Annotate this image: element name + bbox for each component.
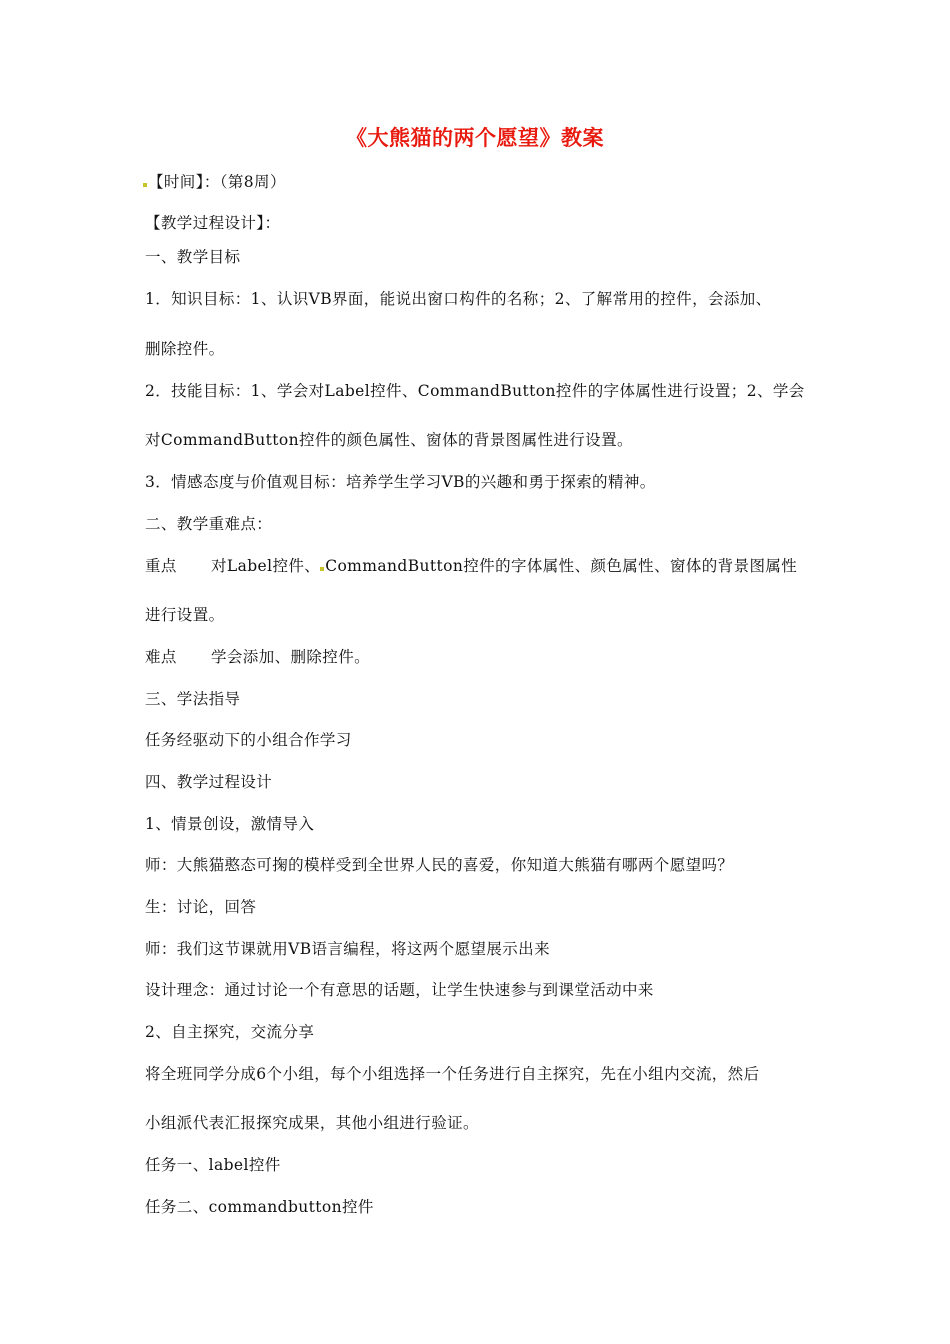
key-point-text-b: CommandButton控件的字体属性、颜色属性、窗体的背景图属性 xyxy=(325,557,798,575)
process-heading: 【教学过程设计】： xyxy=(145,214,281,232)
time-text: 【时间】：（第8周） xyxy=(148,173,286,191)
mark-dot xyxy=(320,567,324,571)
difficulty-text: 学会添加、删除控件。 xyxy=(211,648,371,666)
task-2-line: 任务二、commandbutton控件 xyxy=(145,1198,374,1216)
step-1-heading: 1、情景创设，激情导入 xyxy=(145,815,315,833)
mark-dot xyxy=(143,183,147,187)
difficulty-line xyxy=(145,647,370,667)
teacher-line-1: 师：大熊猫憨态可掬的模样受到全世界人民的喜爱，你知道大熊猫有哪两个愿望吗？ xyxy=(145,856,734,874)
task-1-line: 任务一、label控件 xyxy=(145,1156,281,1174)
goal-2-line-b: 对CommandButton控件的颜色属性、窗体的背景图属性进行设置。 xyxy=(145,431,633,449)
key-point-line xyxy=(145,556,797,576)
student-line-1: 生：讨论，回答 xyxy=(145,898,257,916)
design-concept-line: 设计理念：通过讨论一个有意思的话题，让学生快速参与到课堂活动中来 xyxy=(145,981,654,999)
goal-3-line: 3．情感态度与价值观目标：培养学生学习VB的兴趣和勇于探索的精神。 xyxy=(145,473,656,491)
section-heading-4: 四、教学过程设计 xyxy=(145,773,273,791)
goal-2-line-a: 2．技能目标：1、学会对Label控件、CommandButton控件的字体属性进行设置；2、学会 xyxy=(145,382,805,400)
group-line-a: 将全班同学分成6个小组，每个小组选择一个任务进行自主探究，先在小组内交流，然后 xyxy=(145,1065,760,1083)
method-line: 任务经驱动下的小组合作学习 xyxy=(145,731,352,749)
group-line-b: 小组派代表汇报探究成果，其他小组进行验证。 xyxy=(145,1114,479,1132)
key-point-label: 重点 xyxy=(145,557,177,575)
time-line xyxy=(143,172,286,192)
key-point-line-cont: 进行设置。 xyxy=(145,606,225,624)
document-title: 《大熊猫的两个愿望》教案 xyxy=(346,126,604,150)
section-heading-2: 二、教学重难点： xyxy=(145,515,273,533)
teacher-line-2: 师：我们这节课就用VB语言编程，将这两个愿望展示出来 xyxy=(145,940,550,958)
section-heading-3: 三、学法指导 xyxy=(145,690,241,708)
section-heading-1: 一、教学目标 xyxy=(145,248,241,266)
step-2-heading: 2、自主探究，交流分享 xyxy=(145,1023,315,1041)
goal-1-line-a: 1．知识目标：1、认识VB界面，能说出窗口构件的名称；2、了解常用的控件，会添加、 xyxy=(145,290,772,308)
difficulty-label: 难点 xyxy=(145,648,177,666)
goal-1-line-b: 删除控件。 xyxy=(145,340,225,358)
key-point-text-a: 对Label控件、 xyxy=(211,557,321,575)
